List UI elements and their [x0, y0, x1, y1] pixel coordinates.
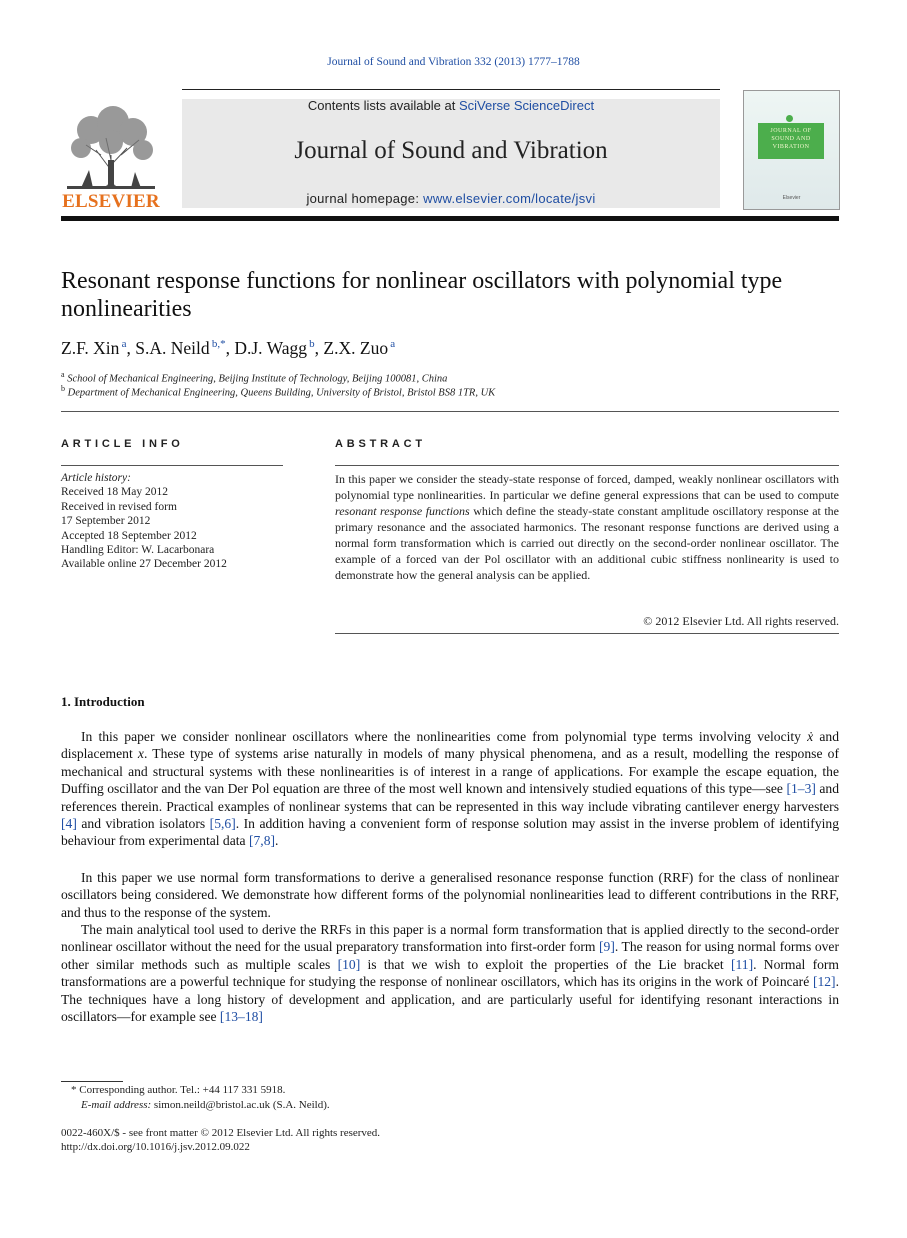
text-run: is that we wish to exploit the properties of the Lie bracket: [360, 956, 731, 972]
article-title: Resonant response functions for nonlinear oscillators with polynomial type nonlinearities: [61, 268, 783, 322]
citation-link[interactable]: [1–3]: [786, 781, 816, 797]
text-run: . These type of systems arise naturally in models of many physical phenomena, and as a result, modelling the response of mechanical and structural systems with these nonlinearities is of interest in a range of applications. For example the escape equation, the Duffing oscillator and the van Der Pol equation are three of the most well known and intensively studied equations of this type—see: [61, 746, 839, 797]
affiliation-a: [61, 370, 821, 385]
article-history: [61, 471, 291, 572]
citation-link[interactable]: [11]: [730, 956, 754, 972]
author-affil-sup[interactable]: a: [390, 338, 396, 351]
sciencedirect-link[interactable]: SciVerse ScienceDirect: [458, 98, 595, 113]
contents-prefix: Contents lists available at: [307, 98, 459, 113]
text-run: . The reason for using normal forms over other similar methods such as multiple scales: [61, 939, 839, 972]
math-x: x: [137, 746, 144, 762]
masthead-top-rule: [182, 89, 720, 90]
abstract-heading: ABSTRACT: [335, 438, 426, 450]
history-item: Available online 27 December 2012: [61, 558, 227, 571]
history-item: 17 September 2012: [61, 515, 151, 528]
intro-paragraph-2: [61, 869, 839, 921]
math-xdot: ẋ: [807, 729, 814, 744]
history-item: Received 18 May 2012: [61, 486, 168, 499]
footnote-mark: *: [71, 1084, 80, 1096]
text-run: and references therein. Practical examples of nonlinear systems that can be represented in this way include vibrating cantilever energy harvesters: [61, 781, 840, 814]
journal-citation[interactable]: Journal of Sound and Vibration 332 (2013) 1777–1788: [327, 56, 580, 68]
cover-publisher: Elsevier: [782, 195, 801, 201]
citation-link[interactable]: [5,6]: [209, 816, 236, 832]
abstract-rule: [335, 465, 839, 466]
author-affil-sup[interactable]: a: [121, 338, 127, 351]
section-divider: [61, 411, 839, 412]
masthead-thick-rule: [61, 216, 839, 221]
journal-cover-thumbnail[interactable]: [743, 90, 840, 210]
text-run: In this paper we consider nonlinear oscillators where the nonlinearities come from polynomial type terms involving velocity: [81, 729, 808, 744]
text-run: . In addition having a convenient form of response solution may assist in the inverse problem of identifying behaviour from experimental data: [61, 816, 839, 849]
abstract-copyright: © 2012 Elsevier Ltd. All rights reserved.: [643, 614, 839, 628]
contents-line: [182, 98, 720, 113]
footnote-email: [61, 1099, 859, 1111]
affiliation-sup: b: [61, 384, 65, 393]
abstract-text: [335, 471, 839, 583]
email-label: E-mail address:: [81, 1099, 154, 1111]
text-run: .: [275, 833, 279, 849]
author-name[interactable]: S.A. Neild: [135, 338, 210, 358]
affiliation-text: Department of Mechanical Engineering, Queens Building, University of Bristol, Bristol BS8 1TR, UK: [67, 387, 496, 399]
footnote-text: Corresponding author. Tel.: +44 117 331 5918.: [79, 1084, 286, 1096]
journal-name: Journal of Sound and Vibration: [294, 137, 608, 164]
homepage-line: [182, 191, 720, 206]
front-matter-line: 0022-460X/$ - see front matter © 2012 Elsevier Ltd. All rights reserved.: [61, 1127, 381, 1139]
homepage-link[interactable]: www.elsevier.com/locate/jsvi: [423, 191, 596, 206]
intro-paragraph-1: [61, 728, 839, 850]
affiliation-sup: a: [61, 370, 65, 379]
email-address[interactable]: simon.neild@bristol.ac.uk (S.A. Neild).: [153, 1099, 330, 1111]
history-item: Accepted 18 September 2012: [61, 529, 197, 542]
section-heading-introduction: 1. Introduction: [61, 694, 145, 709]
text-run: and vibration isolators: [76, 816, 210, 832]
cover-emblem-icon: [786, 115, 793, 122]
abstract-bottom-rule: [335, 633, 839, 634]
history-item: Received in revised form: [61, 500, 177, 513]
affiliation-b: [61, 384, 821, 399]
homepage-prefix: journal homepage:: [306, 191, 424, 206]
text-run: The main analytical tool used to derive the RRFs in this paper is a normal form transformation that is applied directly to the second-order nonlinear oscillator without the need for the usual preparatory transformation into first-order form: [61, 922, 839, 955]
citation-link[interactable]: [7,8]: [248, 833, 276, 849]
affiliation-text: School of Mechanical Engineering, Beijing Institute of Technology, Beijing 100081, China: [67, 373, 448, 385]
history-heading: Article history:: [61, 472, 131, 484]
citation-link[interactable]: [12]: [812, 974, 836, 990]
doi-link[interactable]: http://dx.doi.org/10.1016/j.jsv.2012.09.022: [61, 1141, 250, 1153]
text-run: . Normal form transformations are a powerful technique for studying the response of nonlinear oscillators, which has its origins in the work of Poincaré: [61, 956, 839, 990]
citation-link[interactable]: [10]: [337, 956, 361, 972]
history-item: Handling Editor: W. Lacarbonara: [61, 544, 215, 557]
author-name[interactable]: Z.F. Xin: [61, 338, 120, 358]
author-affil-sup[interactable]: b,*: [211, 338, 226, 351]
footnote-corresponding-author: [61, 1084, 849, 1096]
cover-title: JOURNAL OF SOUND AND VIBRATION: [770, 128, 812, 150]
citation-link[interactable]: [4]: [61, 816, 77, 832]
abstract-part: which define the steady-state constant amplitude oscillatory response at the primary resonance and the associated harmonics. The resonant response functions are derived using a normal form transformation which is carried out directly on the second-order nonlinear oscillator. The example of a forced van der Pol oscillator with an additional cubic stiffness nonlinearity is used to demonstrate how the general analysis can be applied.: [335, 504, 839, 582]
text-run: In this paper we use normal form transformations to derive a generalised resonance response function (RRF) for the class of nonlinear oscillators being considered. We demonstrate how different forms of the polynomial nonlinearities lead to different contributions in the RRF, and thus to the response of the system.: [61, 870, 839, 920]
intro-paragraph-3: [61, 921, 839, 1025]
elsevier-wordmark: ELSEVIER: [62, 191, 160, 212]
author-affil-sup[interactable]: b: [309, 338, 315, 351]
abstract-part: In this paper we consider the steady-state response of forced, damped, weakly nonlinear oscillators with polynomial type nonlinearities. In particular we define general expressions that can be used to compute: [335, 472, 839, 502]
abstract-emphasis: resonant response functions: [335, 504, 470, 518]
citation-link[interactable]: [13–18]: [219, 1009, 263, 1025]
author-name[interactable]: Z.X. Zuo: [323, 338, 389, 358]
article-info-rule: [61, 465, 283, 466]
footnote-rule: [61, 1081, 123, 1082]
author-name[interactable]: D.J. Wagg: [234, 338, 307, 358]
citation-link[interactable]: [9]: [599, 939, 615, 955]
text-run: and displacement: [61, 729, 839, 762]
article-info-heading: ARTICLE INFO: [61, 438, 184, 450]
text-run: . The techniques have a long history of development and application, and are particularly useful for identifying resonant interactions in oscillators—for example see: [61, 974, 839, 1025]
author-list: Z.F. Xin $^a$, S.A. Neild $^{b,*}$, D.J. Wagg $^b$, Z.X. Zuo $^a$: [61, 338, 396, 358]
